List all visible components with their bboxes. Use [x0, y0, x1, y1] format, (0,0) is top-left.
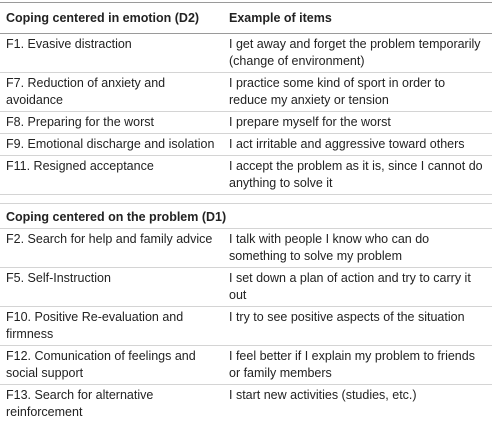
table-row	[0, 134, 492, 156]
item-cell: I set down a plan of action and try to carry it out	[229, 271, 471, 302]
factor-cell: F2. Search for help and family advice	[6, 232, 213, 246]
group-title-problem: Coping centered on the problem (D1)	[6, 210, 227, 224]
table-row	[0, 385, 492, 423]
item-cell: I accept the problem as it is, since I cannot do anything to solve it	[229, 159, 483, 190]
factor-cell: F1. Evasive distraction	[6, 37, 132, 51]
item-cell: I practice some kind of sport in order to reduce my anxiety or tension	[229, 76, 446, 107]
factor-cell: F11. Resigned acceptance	[6, 159, 154, 173]
factor-cell: F9. Emotional discharge and isolation	[6, 137, 215, 151]
item-cell: I prepare myself for the worst	[229, 115, 391, 129]
factor-cell: F7. Reduction of anxiety and avoidance	[6, 76, 166, 107]
item-cell: I feel better if I explain my problem to friends or family members	[229, 349, 475, 380]
item-cell: I talk with people I know who can do something to solve my problem	[229, 232, 430, 263]
item-cell: I get away and forget the problem temporarily (change of environment)	[229, 37, 481, 68]
header-example-items: Example of items	[229, 11, 332, 25]
table-header	[0, 3, 492, 33]
item-cell: I act irritable and aggressive toward others	[229, 137, 465, 151]
factor-cell: F12. Comunication of feelings and social support	[6, 349, 196, 380]
factor-cell: F8. Preparing for the worst	[6, 115, 154, 129]
factor-cell: F5. Self-Instruction	[6, 271, 111, 285]
section-gap	[0, 195, 492, 204]
header-coping-emotion: Coping centered in emotion (D2)	[6, 11, 200, 25]
item-cell: I start new activities (studies, etc.)	[229, 388, 417, 402]
table-row	[0, 268, 492, 307]
coping-table	[0, 2, 492, 423]
table-row	[0, 307, 492, 346]
group-header-row	[0, 204, 492, 229]
factor-cell: F13. Search for alternative reinforcement	[6, 388, 154, 419]
item-cell: I try to see positive aspects of the situation	[229, 310, 465, 324]
table-row	[0, 229, 492, 268]
table-row	[0, 156, 492, 195]
table-row	[0, 112, 492, 134]
table-row	[0, 73, 492, 112]
factor-cell: F10. Positive Re-evaluation and firmness	[6, 310, 184, 341]
table-row	[0, 346, 492, 385]
table-row	[0, 34, 492, 73]
